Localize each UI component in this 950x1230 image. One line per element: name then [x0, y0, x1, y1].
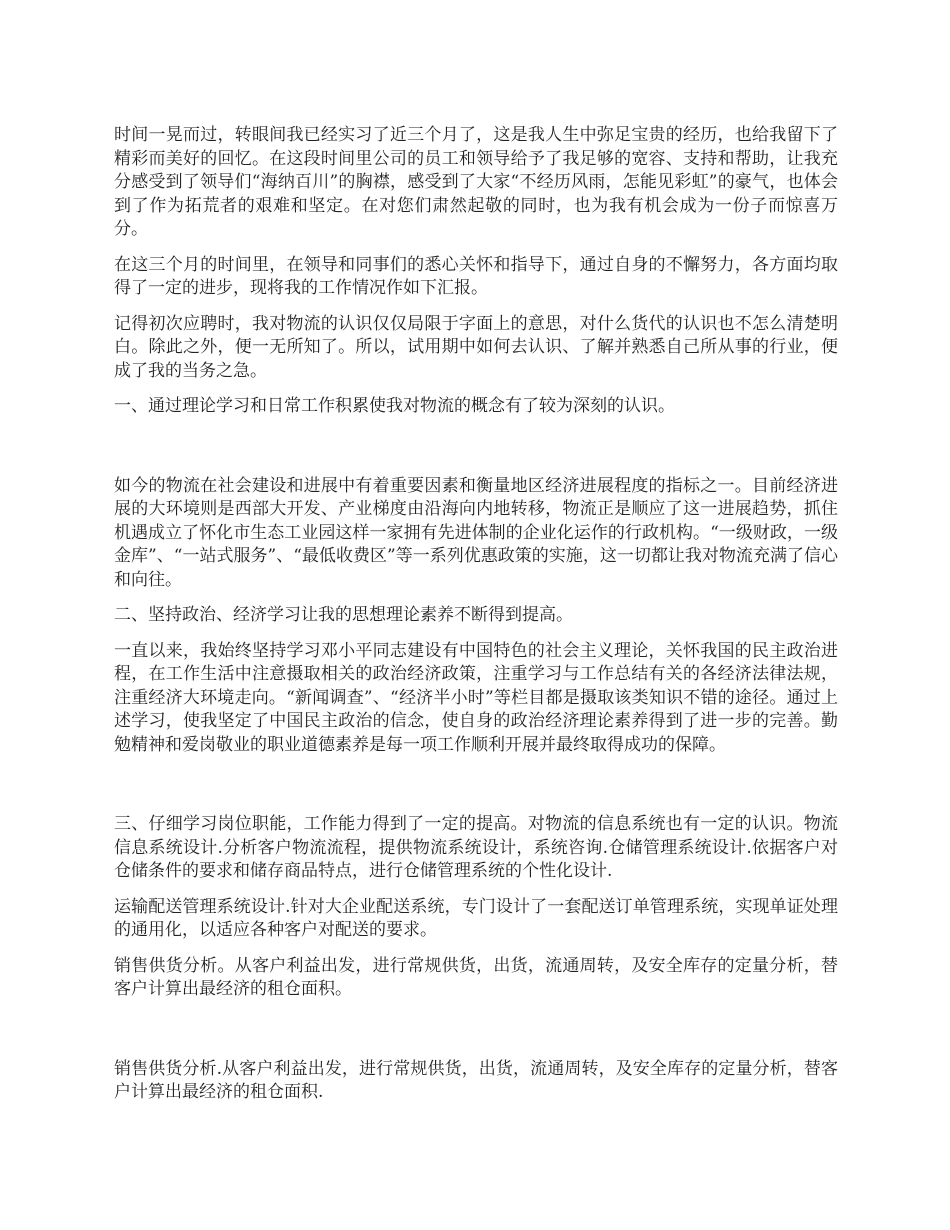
- paragraph-sales-analysis-1: 销售供货分析。从客户利益出发，进行常规供货，出货，流通周转，及安全库存的定量分析，替客户计算出最经济的租仓面积。: [114, 955, 838, 999]
- paragraph-transport-system: 运输配送管理系统设计.针对大企业配送系统，专门设计了一套配送订单管理系统，实现单证处理的通用化，以适应各种客户对配送的要求。: [114, 896, 838, 940]
- section-heading-1: 一、通过理论学习和日常工作积累使我对物流的概念有了较为深刻的认识。: [114, 396, 675, 416]
- paragraph-summary: 在这三个月的时间里，在领导和同事们的悉心关怀和指导下，通过自身的不懈努力，各方面均取得了一定的进步，现将我的工作情况作如下汇报。: [114, 254, 838, 298]
- paragraph-sales-analysis-2: 销售供货分析.从客户利益出发，进行常规供货，出货，流通周转，及安全库存的定量分析，替客户计算出最经济的租仓面积.: [114, 1058, 838, 1102]
- section-heading-3: 三、仔细学习岗位职能，工作能力得到了一定的提高。对物流的信息系统也有一定的认识。物流信息系统设计.分析客户物流流程，提供物流系统设计，系统咨询.仓储管理系统设计.依据客户对仓储条件的要求和储存商品特点，进行仓储管理系统的个性化设计.: [114, 814, 838, 881]
- paragraph-political-study: 一直以来，我始终坚持学习邓小平同志建设有中国特色的社会主义理论，关怀我国的民主政治进程，在工作生活中注意摄取相关的政治经济政策，注重学习与工作总结有关的各经济法律法规，注重经济大环境走向。“新闻调查”、“经济半小时”等栏目都是摄取该类知识不错的途径。通过上述学习，使我坚定了中国民主政治的信念，使自身的政治经济理论素养得到了进一步的完善。勤勉精神和爱岗敬业的职业道德素养是每一项工作顺利开展并最终取得成功的保障。: [114, 640, 838, 755]
- section-heading-2: 二、坚持政治、经济学习让我的思想理论素养不断得到提高。: [114, 605, 573, 625]
- paragraph-logistics-development: 如今的物流在社会建设和进展中有着重要因素和衡量地区经济进展程度的指标之一。目前经济进展的大环境则是西部大开发、产业梯度由沿海向内地转移，物流正是顺应了这一进展趋势，抓住机遇成立了怀化市生态工业园这样一家拥有先进体制的企业化运作的行政机构。“一级财政，一级金库”、“一站式服务”、“最低收费区”等一系列优惠政策的实施，这一切都让我对物流充满了信心和向往。: [114, 475, 838, 590]
- document-body: [114, 124, 838, 1117]
- paragraph-first-impression: 记得初次应聘时，我对物流的认识仅仅局限于字面上的意思，对什么货代的认识也不怎么清楚明白。除此之外，便一无所知了。所以，试用期中如何去认识、了解并熟悉自己所从事的行业，便成了我的当务之急。: [114, 313, 838, 381]
- paragraph-intro: 时间一晃而过，转眼间我已经实习了近三个月了，这是我人生中弥足宝贵的经历，也给我留下了精彩而美好的回忆。在这段时间里公司的员工和领导给予了我足够的宽容、支持和帮助，让我充分感受到了领导们“海纳百川”的胸襟，感受到了大家“不经历风雨，怎能见彩虹”的豪气，也体会到了作为拓荒者的艰难和坚定。在对您们肃然起敬的同时，也为我有机会成为一份子而惊喜万分。: [114, 125, 838, 239]
